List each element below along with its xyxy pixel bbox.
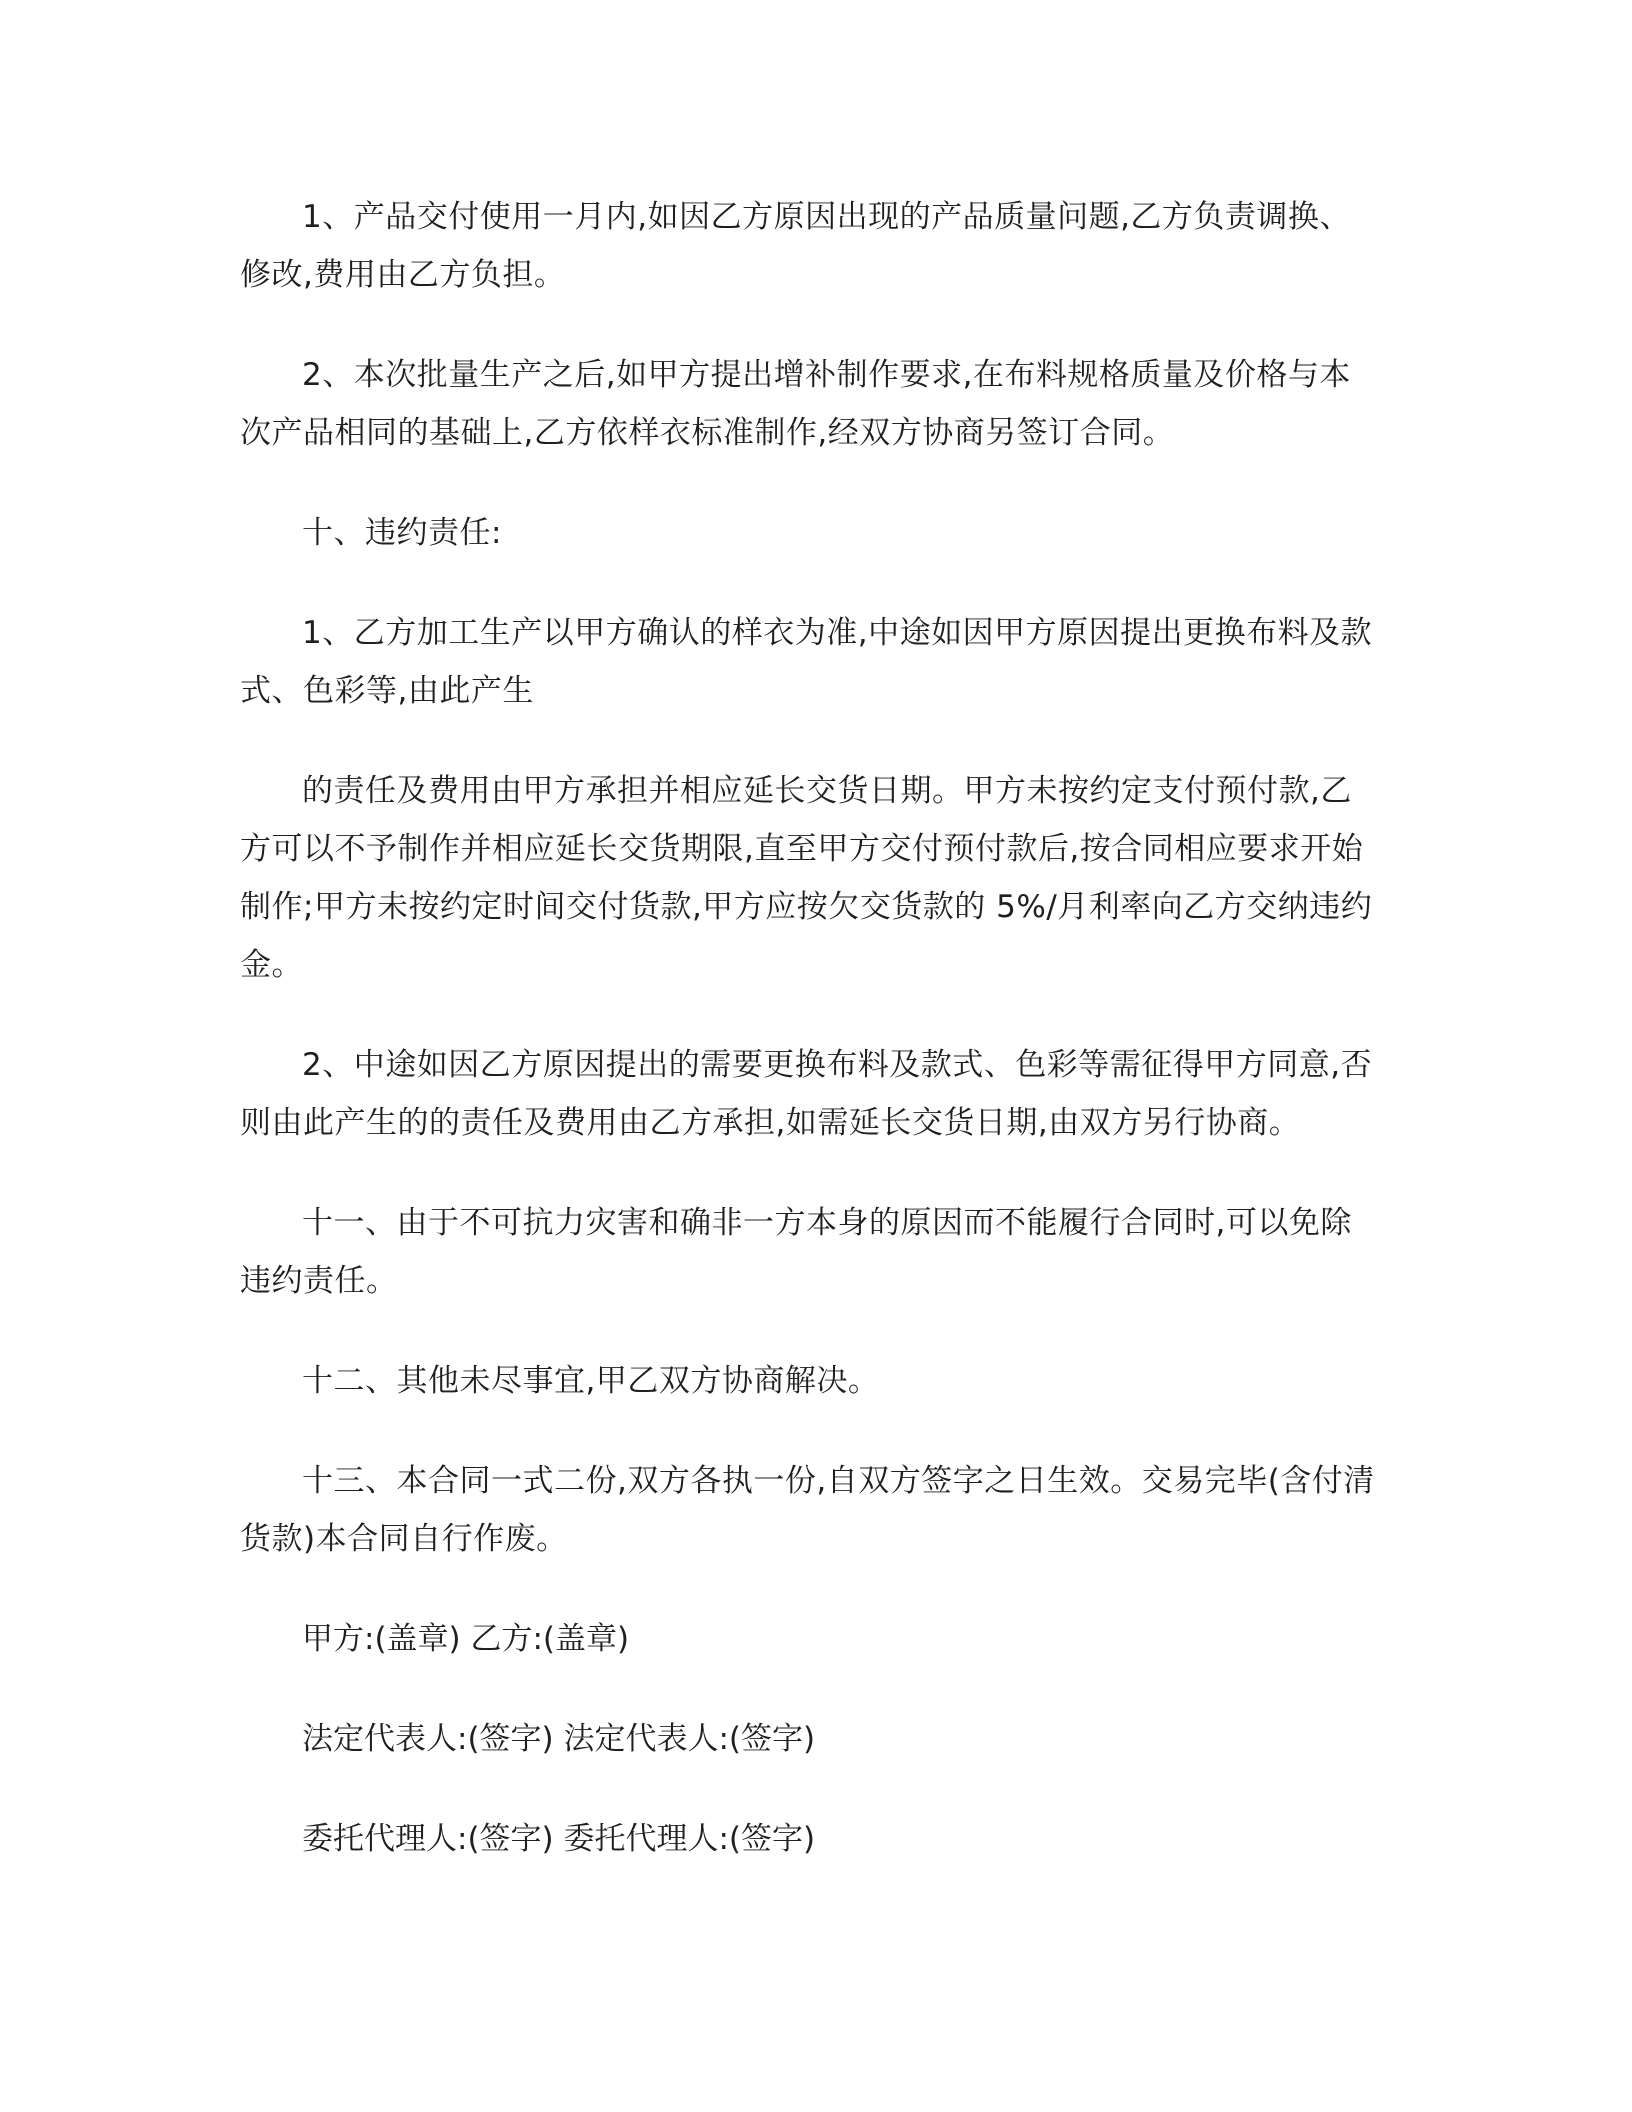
clause-paragraph: 十二、其他未尽事宜,甲乙双方协商解决。	[302, 1363, 880, 1399]
clause-paragraph: 2、本次批量生产之后,如甲方提出增补制作要求,在布料规格质量及价格与本次产品相同的基础上,乙方依样衣标准制作,经双方协商另签订合同。	[240, 357, 1351, 451]
clause-paragraph: 十三、本合同一式二份,双方各执一份,自双方签字之日生效。交易完毕(含付清货款)本合同自行作废。	[240, 1463, 1375, 1557]
clause-paragraph: 1、乙方加工生产以甲方确认的样衣为准,中途如因甲方原因提出更换布料及款式、色彩等,由此产生	[240, 615, 1373, 709]
section-heading: 十、违约责任:	[302, 515, 502, 551]
clause-paragraph: 1、产品交付使用一月内,如因乙方原因出现的产品质量问题,乙方负责调换、修改,费用由乙方负担。	[240, 199, 1351, 293]
signature-line-legal-rep: 法定代表人:(签字) 法定代表人:(签字)	[302, 1721, 816, 1757]
clause-paragraph: 十一、由于不可抗力灾害和确非一方本身的原因而不能履行合同时,可以免除违约责任。	[240, 1205, 1352, 1299]
signature-line-agent: 委托代理人:(签字) 委托代理人:(签字)	[302, 1821, 816, 1857]
clause-paragraph: 2、中途如因乙方原因提出的需要更换布料及款式、色彩等需征得甲方同意,否则由此产生的的责任及费用由乙方承担,如需延长交货日期,由双方另行协商。	[240, 1047, 1373, 1141]
contract-body	[240, 188, 1380, 1910]
signature-line-seal: 甲方:(盖章) 乙方:(盖章)	[302, 1621, 630, 1657]
clause-paragraph: 的责任及费用由甲方承担并相应延长交货日期。甲方未按约定支付预付款,乙方可以不予制作并相应延长交货期限,直至甲方交付预付款后,按合同相应要求开始制作;甲方未按约定时间交付货款,甲方应按欠交货款的 5%/月利率向乙方交纳违约金。	[240, 773, 1373, 983]
